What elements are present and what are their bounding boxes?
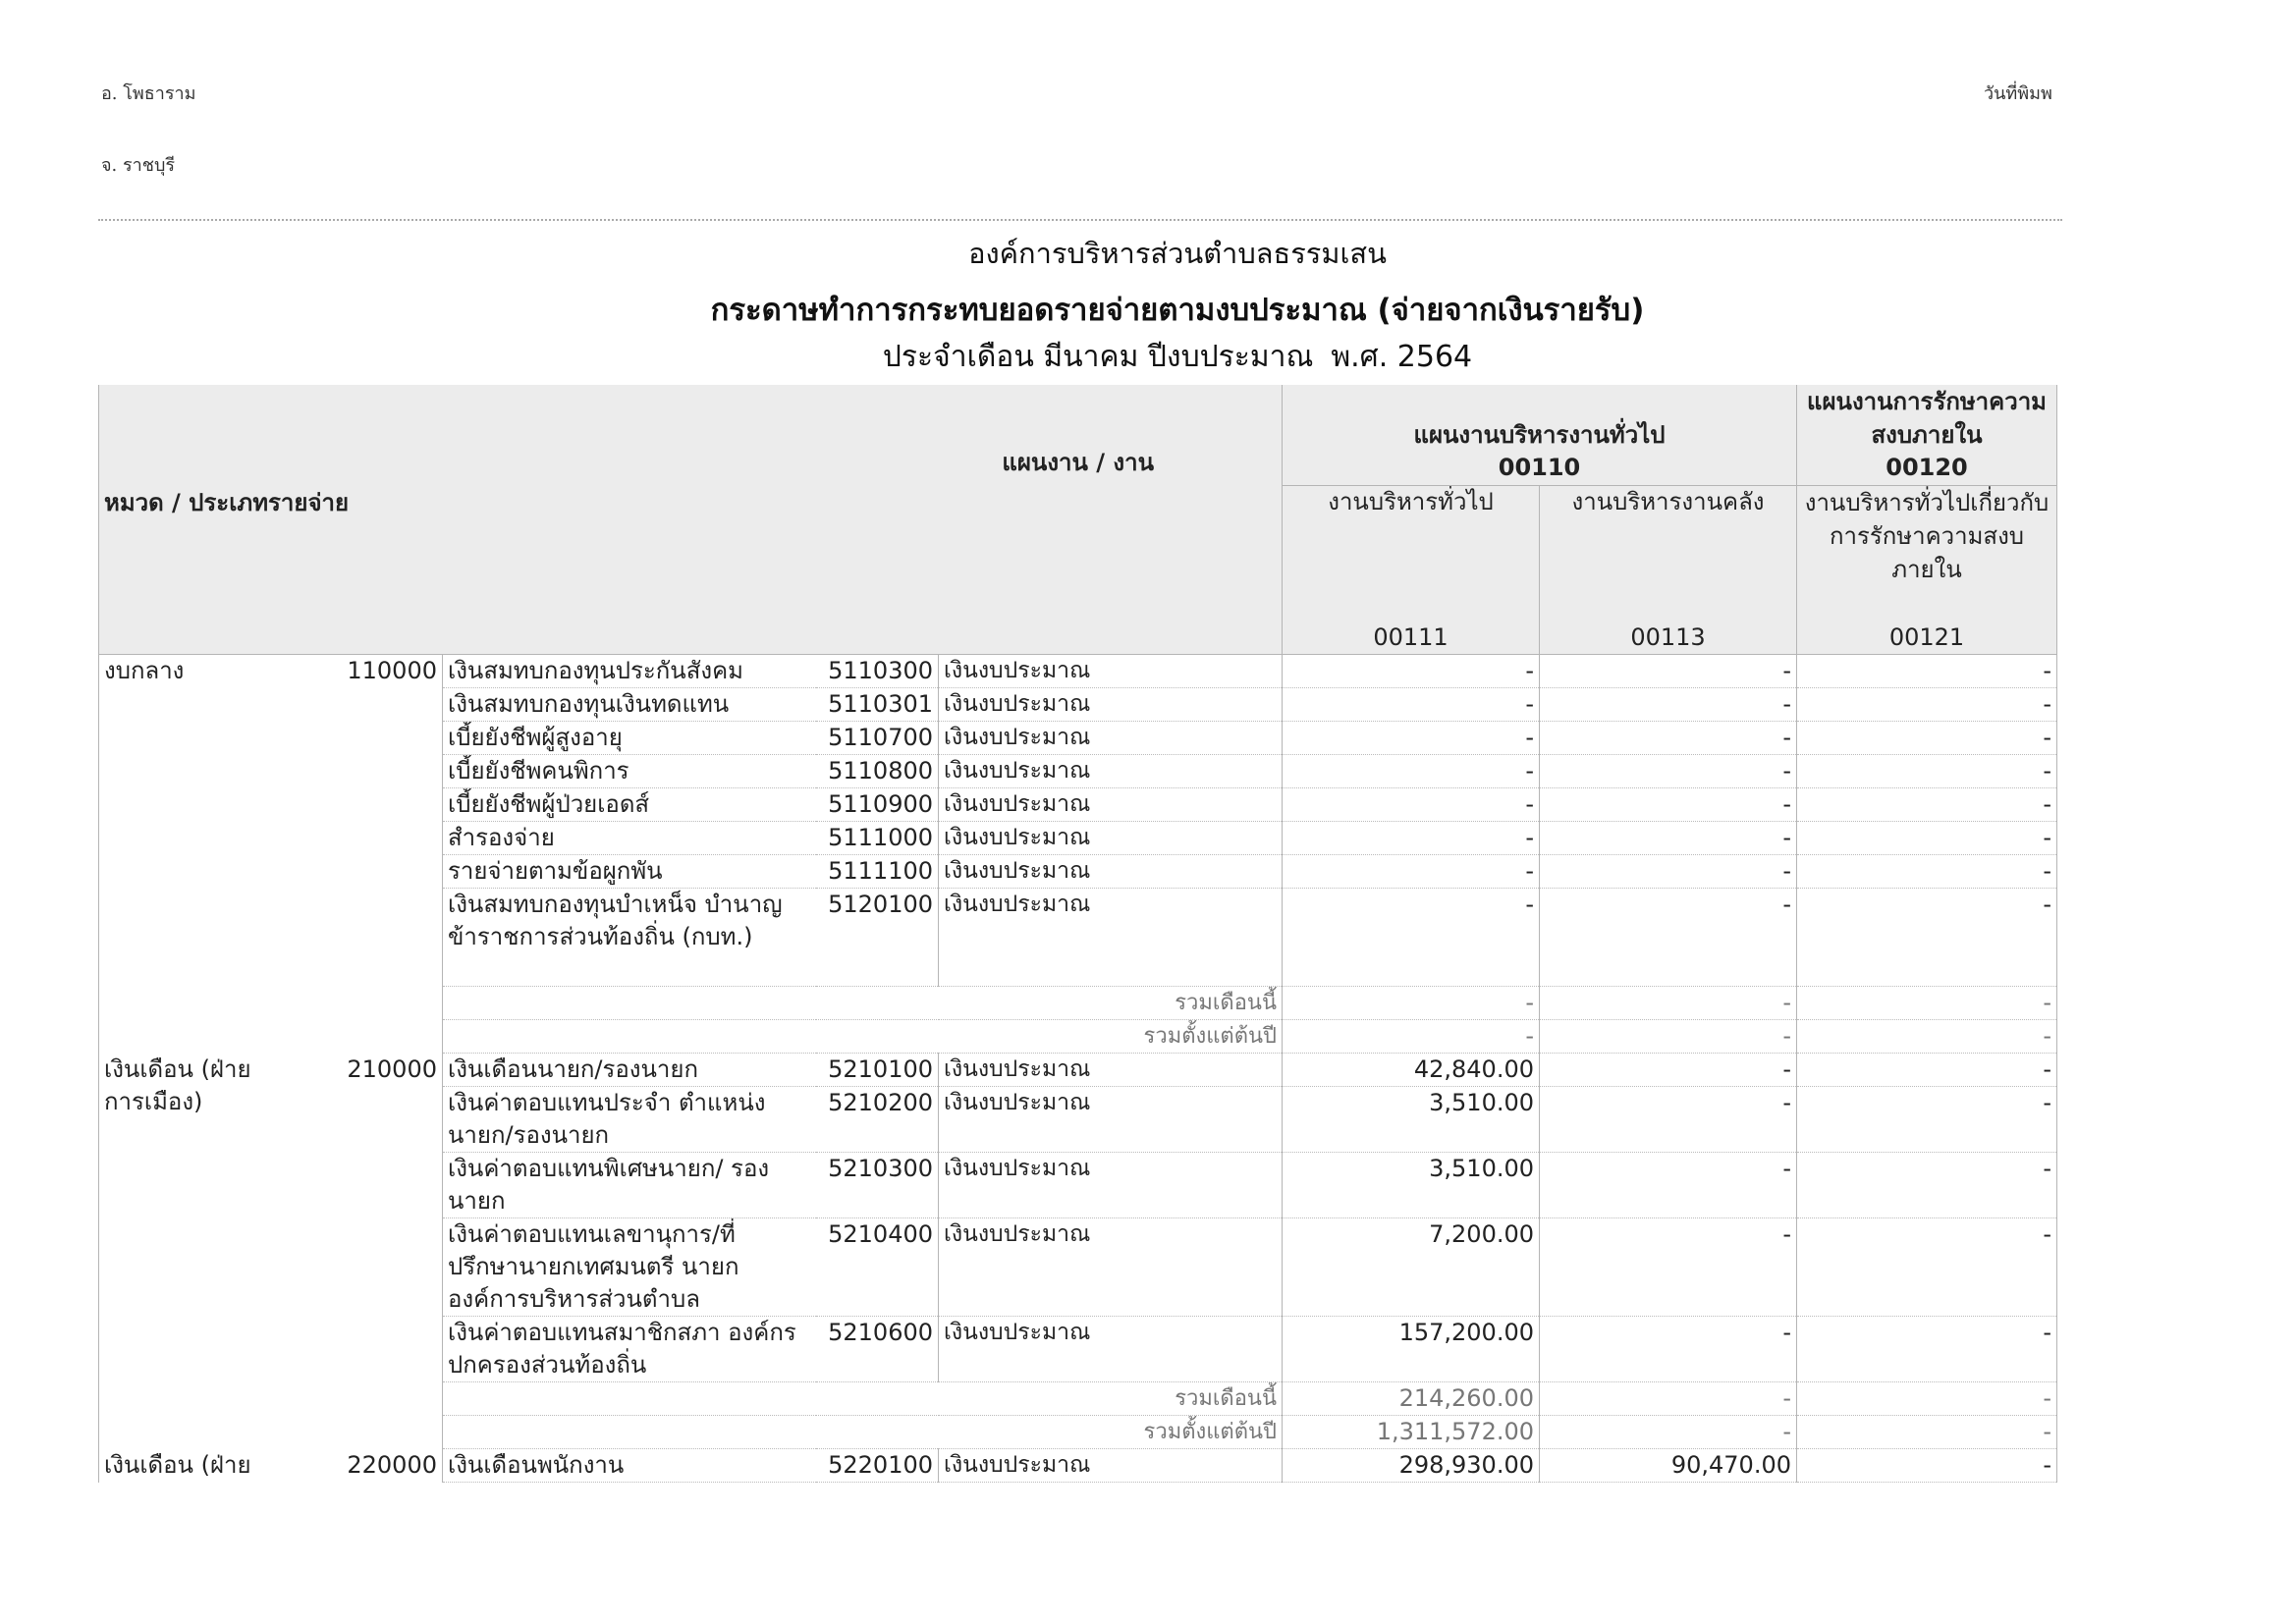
- work2-code: 00113: [1540, 586, 1797, 655]
- amount-work3: -: [1797, 1054, 2057, 1087]
- subtotal-work2: -: [1540, 1020, 1797, 1054]
- subtotal-work2: -: [1540, 1416, 1797, 1449]
- amount-work1: 3,510.00: [1283, 1087, 1540, 1153]
- budget-type: เงินงบประมาณ: [939, 889, 1283, 987]
- amount-work2: -: [1540, 822, 1797, 855]
- item-name: เงินค่าตอบแทนประจำ ตำแหน่งนายก/รองนายก: [443, 1087, 816, 1153]
- amount-work1: 298,930.00: [1283, 1449, 1540, 1483]
- amount-work1: -: [1283, 788, 1540, 822]
- amount-work1: 7,200.00: [1283, 1218, 1540, 1317]
- amount-work1: 157,200.00: [1283, 1317, 1540, 1382]
- subtotal-work3: -: [1797, 1020, 2057, 1054]
- amount-work1: -: [1283, 688, 1540, 722]
- plan2-name: แผนงานการรักษาความสงบภายใน: [1797, 385, 2057, 452]
- amount-work2: -: [1540, 1317, 1797, 1382]
- budget-type: เงินงบประมาณ: [939, 788, 1283, 822]
- sum-ytd-label: รวมตั้งแต่ต้นปี: [443, 1416, 1283, 1449]
- item-code: 5110301: [816, 688, 939, 722]
- amount-work2: -: [1540, 1054, 1797, 1087]
- work2-name: งานบริหารงานคลัง: [1540, 485, 1797, 586]
- table-body: [99, 655, 2057, 1483]
- amount-work3: -: [1797, 855, 2057, 889]
- amount-work3: -: [1797, 788, 2057, 822]
- district-label: อ. โพธาราม: [101, 83, 196, 104]
- plan2-code: 00120: [1797, 452, 2057, 485]
- table-row: [99, 1054, 2057, 1087]
- sum-ytd-label: รวมตั้งแต่ต้นปี: [443, 1020, 1283, 1054]
- item-name: เงินค่าตอบแทนพิเศษนายก/ รองนายก: [443, 1153, 816, 1218]
- amount-work2: -: [1540, 1218, 1797, 1317]
- category-code: 220000: [340, 1449, 443, 1483]
- item-code: 5210400: [816, 1218, 939, 1317]
- period-text: ประจำเดือน มีนาคม ปีงบประมาณ: [882, 340, 1314, 374]
- amount-work3: -: [1797, 1218, 2057, 1317]
- item-name: เงินสมทบกองทุนประกันสังคม: [443, 655, 816, 688]
- table-row: [99, 1449, 2057, 1483]
- amount-work1: -: [1283, 889, 1540, 987]
- item-name: เงินสมทบกองทุนบำเหน็จ บำนาญข้าราชการส่วนท้องถิ่น (กบท.): [443, 889, 816, 987]
- amount-work3: -: [1797, 1153, 2057, 1218]
- subtotal-work3: -: [1797, 1416, 2057, 1449]
- amount-work3: -: [1797, 1317, 2057, 1382]
- item-code: 5110300: [816, 655, 939, 688]
- province-label: จ. ราชบุรี: [101, 155, 176, 176]
- work1-code: 00111: [1283, 586, 1540, 655]
- item-code: 5210600: [816, 1317, 939, 1382]
- category-code: 210000: [340, 1054, 443, 1449]
- item-name: เบี้ยยังชีพคนพิการ: [443, 755, 816, 788]
- item-name: เบี้ยยังชีพผู้สูงอายุ: [443, 722, 816, 755]
- item-code: 5111100: [816, 855, 939, 889]
- amount-work1: -: [1283, 755, 1540, 788]
- header-row-plans: [99, 385, 2057, 452]
- item-name: เงินค่าตอบแทนเลขานุการ/ที่ ปรึกษานายกเทศมนตรี นายก องค์การบริหารส่วนตำบล: [443, 1218, 816, 1317]
- amount-work2: -: [1540, 655, 1797, 688]
- header-blank: [816, 485, 1283, 586]
- amount-work3: -: [1797, 655, 2057, 688]
- table-row: [99, 655, 2057, 688]
- amount-work3: -: [1797, 755, 2057, 788]
- item-code: 5110700: [816, 722, 939, 755]
- item-name: เงินเดือนพนักงาน: [443, 1449, 816, 1483]
- item-name: เงินสมทบกองทุนเงินทดแทน: [443, 688, 816, 722]
- plan1-name: แผนงานบริหารงานทั่วไป: [1283, 385, 1797, 452]
- document-title: กระดาษทำการกระทบยอดรายจ่ายตามงบประมาณ (จ่ายจากเงินรายรับ): [710, 293, 1645, 328]
- amount-work2: -: [1540, 1153, 1797, 1218]
- subtotal-work1: 1,311,572.00: [1283, 1416, 1540, 1449]
- amount-work1: 42,840.00: [1283, 1054, 1540, 1087]
- item-name: เงินค่าตอบแทนสมาชิกสภา องค์กรปกครองส่วนท้องถิ่น: [443, 1317, 816, 1382]
- category-code: 110000: [340, 655, 443, 1054]
- org-name: องค์การบริหารส่วนตำบลธรรมเสน: [968, 237, 1387, 270]
- budget-type: เงินงบประมาณ: [939, 755, 1283, 788]
- amount-work2: -: [1540, 855, 1797, 889]
- budget-type: เงินงบประมาณ: [939, 688, 1283, 722]
- budget-type: เงินงบประมาณ: [939, 822, 1283, 855]
- item-code: 5111000: [816, 822, 939, 855]
- document-period: [0, 334, 2296, 380]
- budget-type: เงินงบประมาณ: [939, 1449, 1283, 1483]
- budget-type: เงินงบประมาณ: [939, 855, 1283, 889]
- item-name: เงินเดือนนายก/รองนายก: [443, 1054, 816, 1087]
- budget-type: เงินงบประมาณ: [939, 1317, 1283, 1382]
- amount-work2: -: [1540, 722, 1797, 755]
- subtotal-work1: -: [1283, 1020, 1540, 1054]
- budget-type: เงินงบประมาณ: [939, 1054, 1283, 1087]
- sum-month-label: รวมเดือนนี้: [443, 1382, 1283, 1416]
- amount-work3: -: [1797, 822, 2057, 855]
- category-name: งบกลาง: [99, 655, 340, 1054]
- item-name: เบี้ยยังชีพผู้ป่วยเอดส์: [443, 788, 816, 822]
- amount-work2: -: [1540, 755, 1797, 788]
- item-name: สำรองจ่าย: [443, 822, 816, 855]
- amount-work2: -: [1540, 889, 1797, 987]
- budget-type: เงินงบประมาณ: [939, 1218, 1283, 1317]
- reconciliation-table: [98, 385, 2057, 1483]
- work1-name: งานบริหารทั่วไป: [1283, 485, 1540, 586]
- amount-work2: -: [1540, 788, 1797, 822]
- subtotal-work3: -: [1797, 987, 2057, 1020]
- amount-work3: -: [1797, 1449, 2057, 1483]
- subtotal-work2: -: [1540, 987, 1797, 1020]
- budget-type: เงินงบประมาณ: [939, 1087, 1283, 1153]
- work3-code: 00121: [1797, 586, 2057, 655]
- item-code: 5110800: [816, 755, 939, 788]
- category-header: หมวด / ประเภทรายจ่าย: [99, 385, 816, 586]
- plan-work-header: แผนงาน / งาน: [816, 385, 1283, 485]
- header-blank-2: [99, 586, 1283, 655]
- amount-work1: -: [1283, 655, 1540, 688]
- amount-work1: 3,510.00: [1283, 1153, 1540, 1218]
- subtotal-work2: -: [1540, 1382, 1797, 1416]
- amount-work3: -: [1797, 688, 2057, 722]
- amount-work2: -: [1540, 1087, 1797, 1153]
- item-name: รายจ่ายตามข้อผูกพัน: [443, 855, 816, 889]
- amount-work3: -: [1797, 889, 2057, 987]
- amount-work3: -: [1797, 722, 2057, 755]
- item-code: 5120100: [816, 889, 939, 987]
- amount-work3: -: [1797, 1087, 2057, 1153]
- category-name: เงินเดือน (ฝ่ายการเมือง): [99, 1054, 340, 1449]
- plan1-code: 00110: [1283, 452, 1797, 485]
- header-row-work-codes: [99, 586, 2057, 655]
- item-code: 5220100: [816, 1449, 939, 1483]
- subtotal-work1: -: [1283, 987, 1540, 1020]
- amount-work1: -: [1283, 855, 1540, 889]
- item-code: 5210100: [816, 1054, 939, 1087]
- fiscal-year: พ.ศ. 2564: [1331, 340, 1473, 374]
- subtotal-work1: 214,260.00: [1283, 1382, 1540, 1416]
- amount-work1: -: [1283, 722, 1540, 755]
- print-date-label: วันที่พิมพ: [1984, 83, 2052, 104]
- subtotal-work3: -: [1797, 1382, 2057, 1416]
- item-code: 5110900: [816, 788, 939, 822]
- item-code: 5210300: [816, 1153, 939, 1218]
- budget-type: เงินงบประมาณ: [939, 655, 1283, 688]
- item-code: 5210200: [816, 1087, 939, 1153]
- amount-work2: -: [1540, 688, 1797, 722]
- work3-name: งานบริหารทั่วไปเกี่ยวกับการรักษาความสงบภายใน: [1797, 485, 2057, 586]
- header-divider: [98, 219, 2062, 221]
- budget-type: เงินงบประมาณ: [939, 1153, 1283, 1218]
- amount-work2: 90,470.00: [1540, 1449, 1797, 1483]
- budget-type: เงินงบประมาณ: [939, 722, 1283, 755]
- sum-month-label: รวมเดือนนี้: [443, 987, 1283, 1020]
- amount-work1: -: [1283, 822, 1540, 855]
- category-name: เงินเดือน (ฝ่าย: [99, 1449, 340, 1483]
